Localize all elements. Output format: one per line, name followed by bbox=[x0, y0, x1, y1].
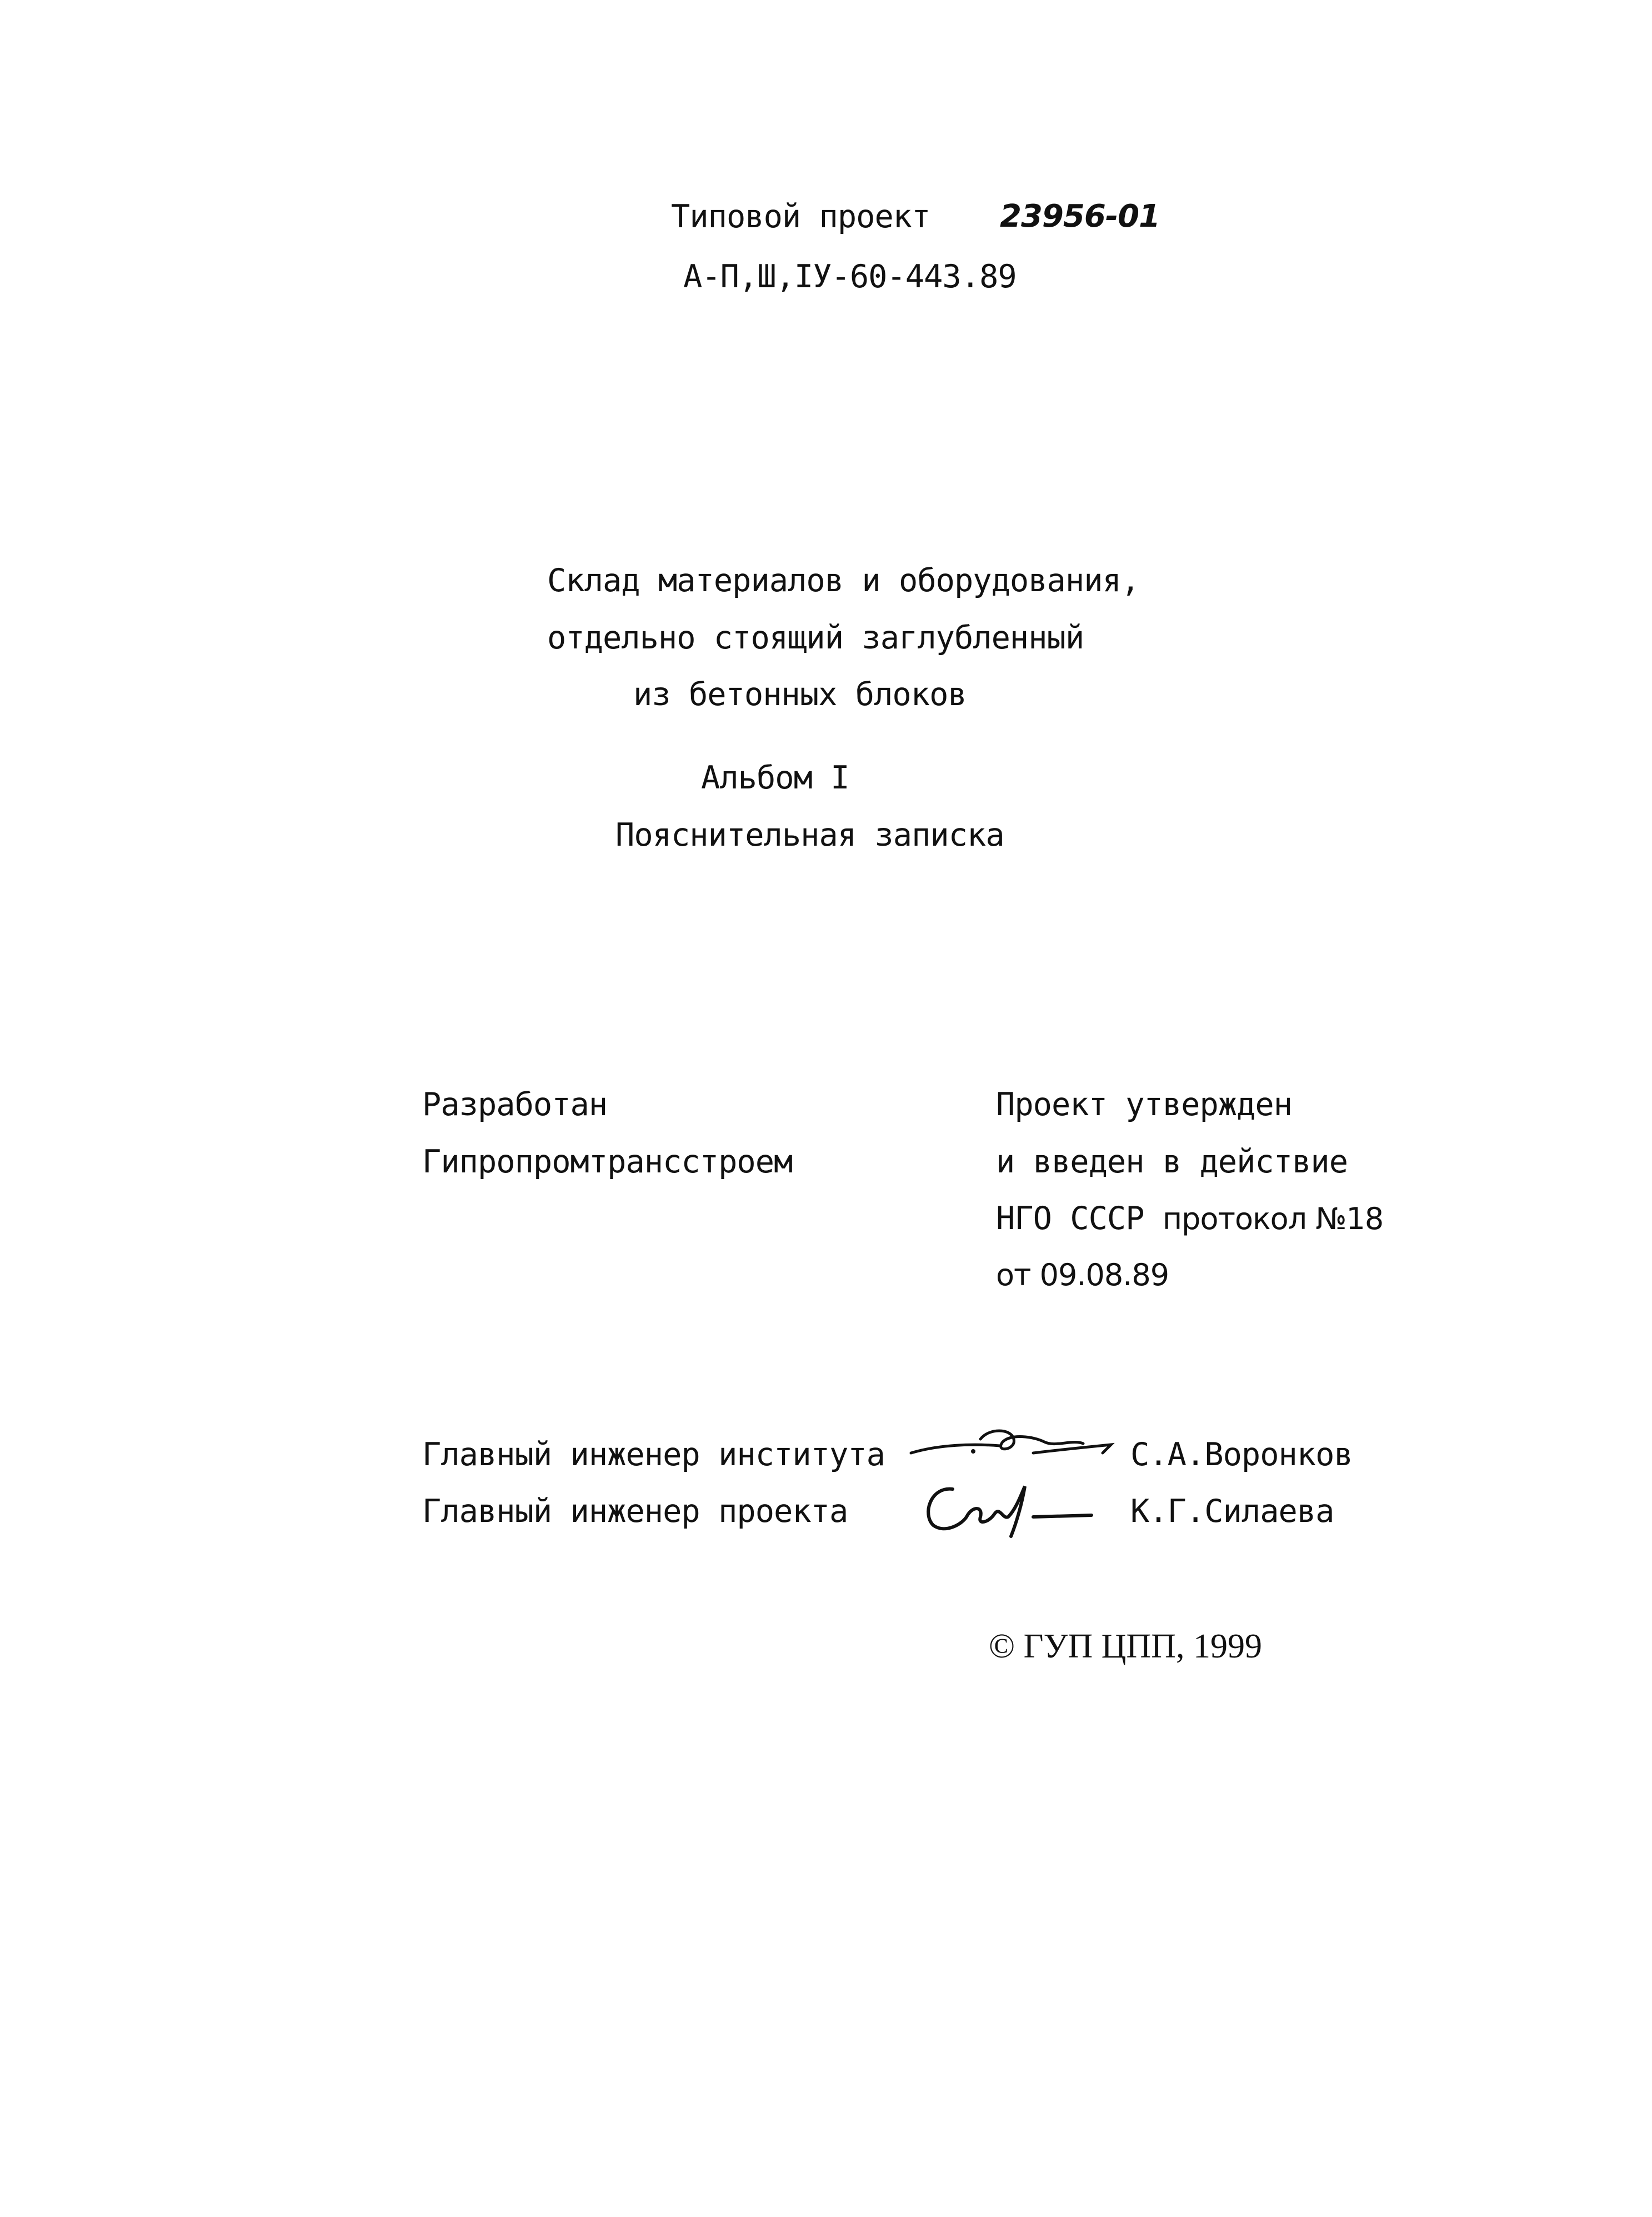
approval-authority: НГО СССР bbox=[996, 1200, 1144, 1237]
project-code: А-П,Ш,IУ-60-443.89 bbox=[683, 258, 1017, 295]
signature-name-1: С.А.Воронков bbox=[1130, 1436, 1353, 1473]
approval-line-1: Проект утвержден bbox=[996, 1086, 1293, 1123]
signature-role-1: Главный инженер института bbox=[422, 1436, 885, 1473]
title-line-1: Склад материалов и оборудования, bbox=[547, 562, 1140, 599]
approval-line-2: и введен в действие bbox=[996, 1144, 1348, 1180]
developer-label: Разработан bbox=[422, 1086, 608, 1123]
approval-protocol: протокол №18 bbox=[1162, 1201, 1384, 1236]
signature-role-2: Главный инженер проекта bbox=[422, 1493, 848, 1530]
project-number: 23956-01 bbox=[1000, 198, 1160, 234]
title-line-2: отдельно стоящий заглубленный bbox=[547, 620, 1084, 656]
project-type-label: Типовой проект bbox=[671, 198, 930, 235]
album-name: Альбом I bbox=[701, 760, 849, 796]
signature-name-2: К.Г.Силаева bbox=[1130, 1493, 1334, 1530]
developer-organization: Гипропромтрансстроем bbox=[422, 1144, 793, 1180]
title-line-3: из бетонных блоков bbox=[633, 676, 967, 713]
approval-date: от 09.08.89 bbox=[996, 1257, 1169, 1292]
copyright: © ГУП ЦПП, 1999 bbox=[989, 1627, 1262, 1665]
album-subtitle: Пояснительная записка bbox=[615, 817, 1004, 853]
signature-voronkov bbox=[905, 1422, 1117, 1472]
approval-line-3 bbox=[996, 1200, 1384, 1237]
signature-silaeva bbox=[919, 1475, 1103, 1542]
